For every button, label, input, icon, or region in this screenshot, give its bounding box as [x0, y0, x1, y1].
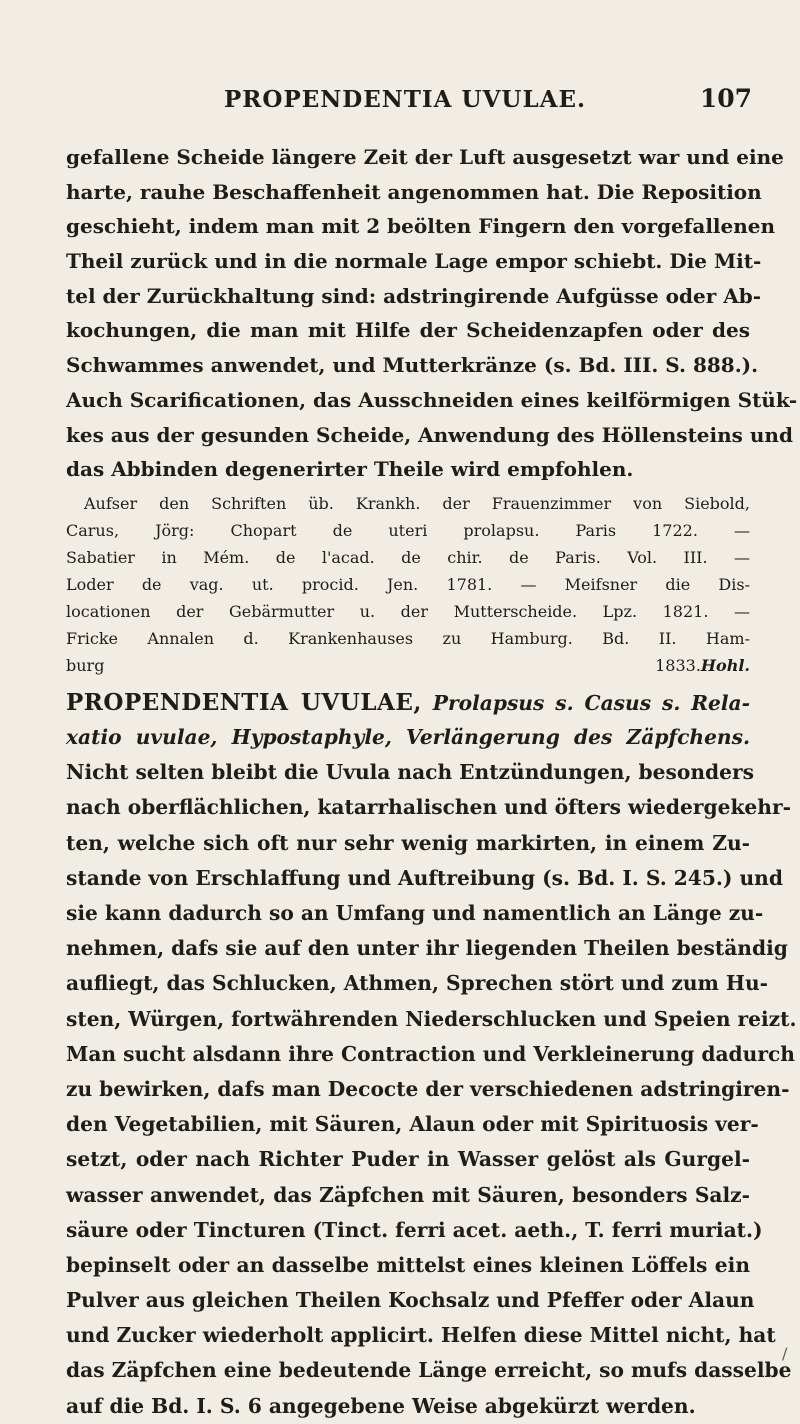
- reference-line: Fricke Annalen d. Krankenhauses zu Hamburg. Bd. II. Ham-: [66, 628, 750, 648]
- article-propendentia-uvulae: [66, 685, 797, 1424]
- article-lemma: PROPENDENTIA UVULAE,: [66, 688, 422, 716]
- article-synonyms-line: xatio uvulae, Hypostaphyle, Verlängerung des Zäpfchens.: [66, 725, 750, 750]
- author-signature: Hohl.: [700, 655, 750, 675]
- text-line: setzt, oder nach Richter Puder in Wasser gelöst als Gurgel-: [66, 1147, 750, 1172]
- text-line: das Zäpfchen eine bedeutende Länge erreicht, so mufs dasselbe: [66, 1358, 792, 1383]
- text-line: Nicht selten bleibt die Uvula nach Entzündungen, besonders: [66, 760, 754, 785]
- article-heading-line: [66, 685, 750, 720]
- reference-line: burg 1833.: [66, 655, 701, 675]
- reference-last-line: [66, 652, 750, 679]
- reference-line: Carus, Jörg: Chopart de uteri prolapsu. Paris 1722. —: [66, 520, 750, 540]
- references-block: [66, 490, 750, 679]
- text-line: nehmen, dafs sie auf den unter ihr liegenden Theilen beständig: [66, 936, 788, 961]
- article-synonyms: Prolapsus s. Casus s. Rela-: [432, 690, 750, 715]
- text-line: harte, rauhe Beschaffenheit angenommen hat. Die Reposition: [66, 179, 762, 204]
- text-line: und Zucker wiederholt applicirt. Helfen diese Mittel nicht, hat: [66, 1323, 776, 1348]
- reference-line: Aufser den Schriften üb. Krankh. der Frauenzimmer von Siebold,: [84, 493, 750, 513]
- text-line: sten, Würgen, fortwährenden Niederschlucken und Speien reizt.: [66, 1006, 797, 1031]
- margin-mark: /: [782, 1344, 788, 1363]
- text-line: Man sucht alsdann ihre Contraction und Verkleinerung dadurch: [66, 1041, 795, 1066]
- text-line: wasser anwendet, das Zäpfchen mit Säuren, besonders Salz-: [66, 1182, 750, 1207]
- body-text: [66, 140, 798, 1424]
- page-number: 107: [699, 84, 752, 113]
- text-line: tel der Zurückhaltung sind: adstringirende Aufgüsse oder Ab-: [66, 283, 761, 308]
- text-line: Schwammes anwendet, und Mutterkränze (s. Bd. III. S. 888.).: [66, 353, 759, 378]
- page-header: [62, 86, 752, 126]
- reference-line: Loder de vag. ut. procid. Jen. 1781. — Meifsner die Dis-: [66, 574, 750, 594]
- text-line: gefallene Scheide längere Zeit der Luft ausgesetzt war und eine: [66, 145, 784, 169]
- main-paragraph: [66, 140, 798, 487]
- text-line: bepinselt oder an dasselbe mittelst eines kleinen Löffels ein: [66, 1252, 750, 1277]
- text-line: das Abbinden degenerirter Theile wird empfohlen.: [66, 457, 634, 482]
- running-title: PROPENDENTIA UVULAE.: [224, 86, 587, 113]
- text-line: auf die Bd. I. S. 6 angegebene Weise abgekürzt werden.: [66, 1393, 696, 1418]
- text-line: Pulver aus gleichen Theilen Kochsalz und Pfeffer oder Alaun: [66, 1288, 755, 1313]
- text-line: ten, welche sich oft nur sehr wenig markirten, in einem Zu-: [66, 830, 750, 855]
- text-line: säure oder Tincturen (Tinct. ferri acet. aeth., T. ferri muriat.): [66, 1217, 763, 1242]
- reference-line: locationen der Gebärmutter u. der Mutterscheide. Lpz. 1821. —: [66, 601, 750, 621]
- text-line: zu bewirken, dafs man Decocte der verschiedenen adstringiren-: [66, 1076, 790, 1101]
- text-line: nach oberflächlichen, katarrhalischen und öfters wiedergekehr-: [66, 795, 791, 820]
- text-line: sie kann dadurch so an Umfang und namentlich an Länge zu-: [66, 901, 764, 925]
- reference-line: Sabatier in Mém. de l'acad. de chir. de Paris. Vol. III. —: [66, 547, 750, 567]
- text-line: stande von Erschlaffung und Auftreibung (s. Bd. I. S. 245.) und: [66, 865, 783, 890]
- text-line: Theil zurück und in die normale Lage empor schiebt. Die Mit-: [66, 249, 762, 274]
- text-line: kochungen, die man mit Hilfe der Scheidenzapfen oder des: [66, 318, 750, 343]
- text-line: den Vegetabilien, mit Säuren, Alaun oder mit Spirituosis ver-: [66, 1112, 759, 1137]
- text-line: geschieht, indem man mit 2 beölten Fingern den vorgefallenen: [66, 214, 776, 239]
- text-line: aufliegt, das Schlucken, Athmen, Sprechen stört und zum Hu-: [66, 971, 769, 996]
- text-line: kes aus der gesunden Scheide, Anwendung des Höllensteins und: [66, 422, 793, 447]
- text-line: Auch Scarificationen, das Ausschneiden eines keilförmigen Stük-: [66, 387, 798, 412]
